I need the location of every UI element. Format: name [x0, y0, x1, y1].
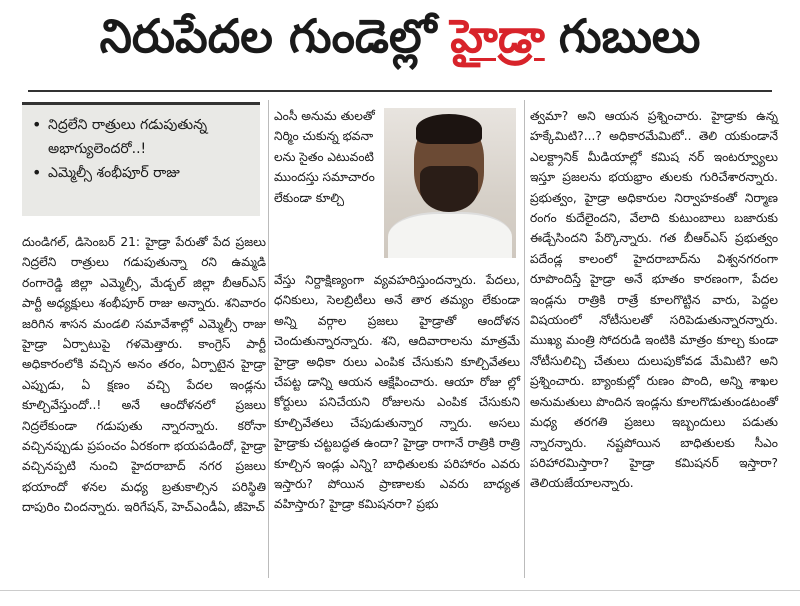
column-divider — [268, 100, 269, 578]
article-column-1 — [22, 232, 266, 518]
headline-part-1: నిరుపేదల గుండెల్లో — [99, 9, 437, 63]
article-column-2-top — [274, 106, 378, 208]
column-2-text: వేస్తు నిర్దాక్షిణ్యంగా వ్యవహరిస్తుందన్నారు. పేదలు, ధనికులు, సెలబ్రిటీలు అనే తార తమ్యం లేకుండా అన్ని వర్గాల ప్రజలు హైడ్రాతో ఆందోళన చెందుతున్నారన్నారు. శని, ఆదివారాలను మాత్రమే హైడ్రా అధికా రులు ఎంపిక చేసుకుని కూల్చివేతలు చేపట్ట డాన్ని ఆయన ఆక్షేపించారు. ఆయా రోజు ల్లో కోర్టులు పనిచేయని రోజులను ఎంపిక చేసుకుని కూల్చివేతలు చేపుడుతున్నార న్నారు. అసలు హైడ్రాకు చట్టబద్ధత ఉందా? హైడ్రా రాగానే రాత్రికి రాత్రి కూల్చిన ఇండ్లు ఎన్ని? బాధితులకు పరిహారం ఎవరు ఇస్తారు? పోయిన ప్రాణాలకు ఎవరు బాధ్యత వహిస్తారు? హైడ్రా కమిషనరా? ప్రభు — [274, 273, 520, 512]
column-1-text: దుండిగల్, డిసెంబర్ 21: హైడ్రా పేరుతో పేద ప్రజలు నిద్రలేని రాత్రులు గడుపుతున్నా రని ఉమ్మడి రంగారెడ్డి జిల్లా ఎమ్మెల్సీ, మేడ్చల్ జిల్లా బీఆర్ఎస్ పార్టీ అధ్యక్షులు శంభీపూర్ రాజు అన్నారు. శనివారం జరిగిన శాసన మండలి సమావేశాల్లో ఎమ్మెల్సీ రాజు హైడ్రా ఏర్పాటుపై గళమెత్తారు. కాంగ్రెస్ పార్టీ అధికారంలోకి వచ్చిన అనం తరం, ఏర్పాటైన హైడ్రా ఎప్పుడు, ఏ క్షణం వచ్చి పేదల ఇండ్లను కూల్చివేస్తుందో..! అనే ఆందోళనలో ప్రజలు నిద్రలేకుండా గడుపుతు న్నారన్నారు. కరోనా వచ్చినప్పుడు ప్రపంచం ఏరకంగా భయపడిందో, హైడ్రా వచ్చినప్పటి నుంచి హైదరాబాద్ నగర ప్రజలు భయాందో ళనల మధ్య బ్రతుకాల్సిన పరిస్థితి దాపురిం చిందన్నారు. ఇరిగేషన్, హెచ్ఎండీఏ, జీహెచ్ — [22, 235, 266, 515]
article-column-2 — [274, 270, 520, 515]
column-3-text: త్వమా? అని ఆయన ప్రశ్నించారు. హైడ్రాకు ఉన్న హక్కేమిటి?...? అధికారమేమిటో.. తెలి యకుండానే ఎలక్ట్రానిక్ మీడియాల్లో కమిష నర్ ఇంటర్వ్యూలు ఇస్తూ ప్రజలను భయభ్రాం తులకు గురిచేశారన్నారు. ప్రభుత్వం, హైడ్రా అధికారుల నిర్వాహకంతో నిర్మాణ రంగం కుదేలైందని, వేలాది కుటుంబాలు బజారుకు ఈడ్చేసిందని పేర్కొన్నారు. గత బీఆర్ఎస్ ప్రభుత్వం పదేండ్ల కాలంలో హైదరాబాద్‌ను విశ్వనగరంగా రూపొందిస్తే హైడ్రా అనే భూతం కారణంగా, పేదల ఇండ్లను రాత్రికి రాత్రే కూలగొట్టిన వారు, పెద్దల విషయంలో నోటీసులతో సరిపెడుతున్నారన్నారు. ముఖ్య మంత్రి సోదరుడి ఇంటికి మాత్రం కూల్చ కుండా నోటీసులిచ్చి చేతులు దులుపుకోవడ మేమిటి? అని ప్రశ్నించారు. బ్యాంకుల్లో రుణం పొంది, అన్ని శాఖల అనుమతులు పొందిన ఇండ్లను కూలగొడుతుండటంతో మధ్య తరగతి ప్రజలు ఇబ్బందులు పడుతు న్నారన్నారు. నష్టపోయిన బాధితులకు సీఎం పరిహారమిస్తారా? హైడ్రా కమిషనర్ ఇస్తారా? తెలియజేయాలన్నారు. — [530, 109, 778, 491]
column-divider — [524, 100, 525, 578]
lead-item-2-text: ఎమ్మెల్సీ శంభీపూర్ రాజు — [48, 165, 180, 181]
headline-part-3: గుబులు — [558, 9, 701, 63]
bullet-icon: • — [32, 163, 42, 182]
headline-highlight: హైడ్రా — [450, 9, 545, 63]
headline — [0, 0, 800, 84]
person-photo — [384, 108, 516, 258]
bottom-rule — [0, 590, 800, 591]
lead-item-1-text: నిద్రలేని రాత్రులు గడుపుతున్న అభాగ్యులెందరో..! — [48, 117, 208, 157]
headline-rule — [28, 90, 772, 92]
lead-item-2 — [32, 161, 254, 185]
lead-item-1 — [32, 113, 254, 161]
column-2-top-text: ఎంసీ అనుమ తులతో నిర్మిం చుకున్న భవనా లను సైతం ఎటువంటి ముందస్తు సమాచారం లేకుండా కూల్చి — [274, 109, 375, 205]
lead-box — [22, 102, 260, 216]
bullet-icon: • — [32, 115, 42, 134]
article-column-3 — [530, 106, 778, 494]
